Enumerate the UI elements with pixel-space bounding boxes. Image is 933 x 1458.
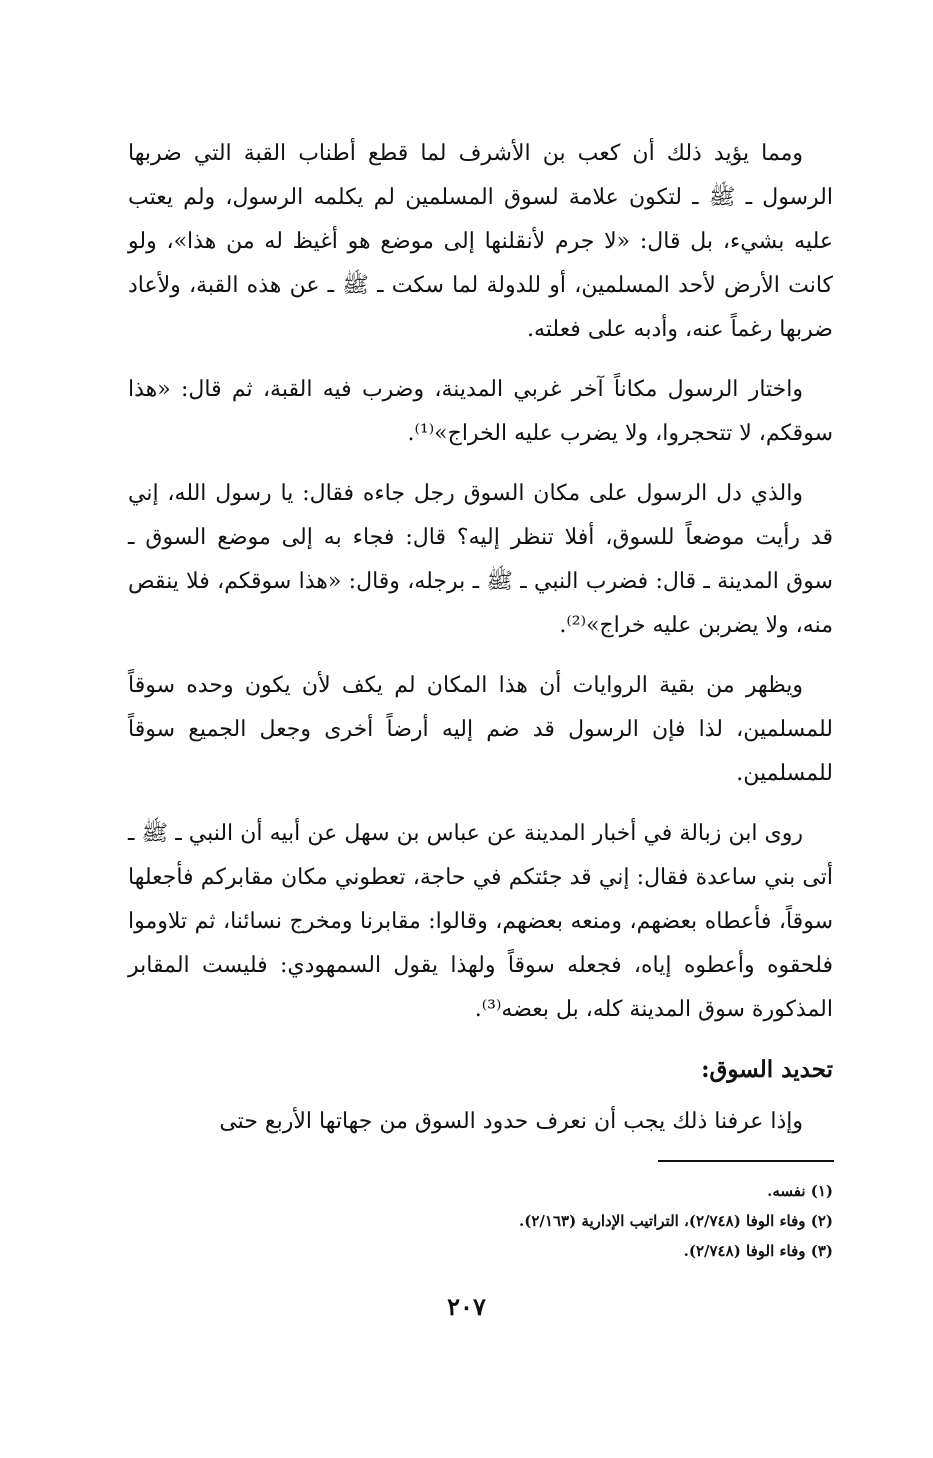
page-number: ٢٠٧ [447,1292,486,1321]
paragraph-5: روى ابن زبالة في أخبار المدينة عن عباس بن سهل عن أبيه أن النبي ـ ﷺ ـ أتى بني ساعدة فقال: إني قد جئتكم في حاجة، تعطوني مكان مقابركم فأجعلها سوقاً، فأعطاه بعضهم، ومنعه بعضهم، وقالوا: مقابرنا ومخرج نسائنا، ثم تلاوموا فلحقوه وأعطوه إياه، فجعله سوقاً ولهذا يقول السمهودي: فليست المقابر المذكورة سوق المدينة كله، بل بعضه⁽³⁾. [128,821,833,1022]
paragraph-2: واختار الرسول مكاناً آخر غربي المدينة، وضرب فيه القبة، ثم قال: «هذا سوقكم، لا تتحجروا، ولا يضرب عليه الخراج»⁽¹⁾. [128,377,833,446]
footnote-divider [658,1160,834,1162]
footnote-2: (٢) وفاء الوفا (٢/٧٤٨)، التراتيب الإدارية (٢/١٦٣). [519,1212,833,1230]
footnote-3: (٣) وفاء الوفا (٢/٧٤٨). [683,1242,833,1260]
paragraph-3: والذي دل الرسول على مكان السوق رجل جاءه فقال: يا رسول الله، إني قد رأيت موضعاً للسوق، أفلا تنظر إليه؟ قال: فجاء به إلى موضع السوق ـ سوق المدينة ـ قال: فضرب النبي ـ ﷺ ـ برجله، وقال: «هذا سوقكم، فلا ينقص منه، ولا يضربن عليه خراج»⁽²⁾. [128,481,833,638]
page-body [128,132,833,1160]
footnote-1: (١) نفسه. [767,1182,833,1200]
footnotes [128,1176,833,1266]
section-heading: تحديد السوق: [701,1056,833,1083]
paragraph-4: ويظهر من بقية الروايات أن هذا المكان لم يكف لأن يكون وحده سوقاً للمسلمين، لذا فإن الرسول قد ضم إليه أرضاً أخرى وجعل الجميع سوقاً للمسلمين. [128,673,833,786]
paragraph-1: ومما يؤيد ذلك أن كعب بن الأشرف لما قطع أطناب القبة التي ضربها الرسول ـ ﷺ ـ لتكون علامة لسوق المسلمين لم يكلمه الرسول، ولم يعتب عليه بشيء، بل قال: «لا جرم لأنقلنها إلى موضع هو أغيظ له من هذا»، ولو كانت الأرض لأحد المسلمين، أو للدولة لما سكت ـ ﷺ ـ عن هذه القبة، ولأعاد ضربها رغماً عنه، وأدبه على فعلته. [128,141,833,342]
paragraph-6: وإذا عرفنا ذلك يجب أن نعرف حدود السوق من جهاتها الأربع حتى [219,1109,803,1134]
